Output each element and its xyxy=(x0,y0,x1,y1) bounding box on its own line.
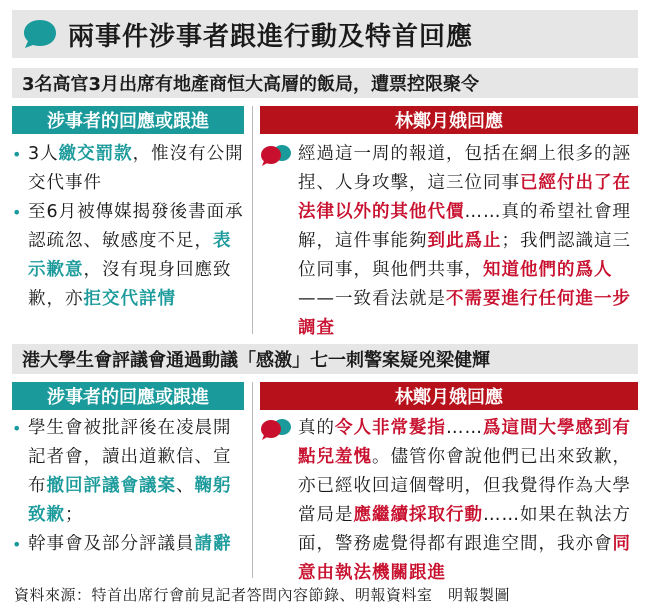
section1-responses xyxy=(12,140,244,314)
highlight-teal: 繳交罰款 xyxy=(58,144,133,164)
quote-bubbles-icon xyxy=(260,417,292,441)
section2-right-header: 林鄭月娥回應 xyxy=(260,382,638,410)
bullet-icon: • xyxy=(12,203,23,222)
text-segment: …… xyxy=(446,418,483,438)
column-divider xyxy=(252,106,253,334)
section2-quote xyxy=(260,414,638,588)
bullet-text xyxy=(28,198,244,314)
text-segment: ，惟沒有公開交代事件 xyxy=(28,144,244,193)
highlight-red: 已經付出了在法律以外的其他代價 xyxy=(298,173,631,222)
page-title: 兩事件涉事者跟進行動及特首回應 xyxy=(68,21,474,52)
text-segment: 至6月被傳媒揭發後書面承認疏忽、敏感度不足， xyxy=(28,202,244,251)
text-segment: 經過這一周的報道，包括在網上很多的誣捏、人身攻擊，這三位同事 xyxy=(298,144,631,193)
text-segment: 3人 xyxy=(28,144,59,164)
quote-bubbles-icon xyxy=(260,143,292,167)
highlight-teal: 表示歉意 xyxy=(28,231,232,280)
section2-left-header: 涉事者的回應或跟進 xyxy=(12,382,244,410)
text-segment: ……真的希望社會理解，這件事能夠 xyxy=(298,202,631,251)
bullet-text xyxy=(28,530,244,559)
list-item xyxy=(12,140,244,198)
quote-text xyxy=(298,140,638,343)
highlight-teal: 請辭 xyxy=(194,534,232,554)
title-bar xyxy=(12,10,638,58)
text-segment: 、 xyxy=(176,476,195,496)
text-segment: 。儘管你會說他們已出來致歉，亦已經收回這個聲明，但我覺得作為大學當局是 xyxy=(298,447,631,525)
highlight-teal: 拒交代詳情 xyxy=(83,289,176,309)
highlight-teal: 鞠躬致歉 xyxy=(28,476,232,525)
section1-quote xyxy=(260,140,638,343)
source-credit: 資料來源：特首出席行會前見記者答問內容節錄、明報資料室 明報製圖 xyxy=(14,586,511,604)
highlight-red: 知道他們的爲人 xyxy=(483,260,613,280)
section2-heading: 港大學生會評議會通過動議「感激」七一刺警案疑兇梁健輝 xyxy=(12,344,638,374)
text-segment: ； xyxy=(65,505,84,525)
highlight-red: 到此爲止 xyxy=(427,231,502,251)
highlight-red: 應繼續採取行動 xyxy=(353,505,483,525)
section1-right-header: 林鄭月娥回應 xyxy=(260,106,638,134)
list-item xyxy=(12,530,244,559)
speech-bubble-icon xyxy=(22,18,58,50)
section1-left-header: 涉事者的回應或跟進 xyxy=(12,106,244,134)
column-divider xyxy=(252,382,253,578)
bullet-icon: • xyxy=(12,535,23,554)
bullet-icon: • xyxy=(12,419,23,438)
highlight-red: 爲這間大學感到有點兒羞愧 xyxy=(298,418,631,467)
text-segment: ……如果在執法方面，警務處覺得都有跟進空間，我亦會 xyxy=(298,505,631,554)
highlight-red: 不需要進行任何進一步調查 xyxy=(298,289,631,338)
list-item xyxy=(12,198,244,314)
text-segment: 幹事會及部分評議員 xyxy=(28,534,195,554)
text-segment: ；我們認識這三位同事，與他們共事， xyxy=(298,231,631,280)
quote-text xyxy=(298,414,638,588)
text-segment: ——一致看法就是 xyxy=(298,289,446,309)
section2-responses xyxy=(12,414,244,559)
bullet-text xyxy=(28,414,244,530)
bullet-icon: • xyxy=(12,145,23,164)
text-segment: 學生會被批評後在凌晨開記者會，讀出道歉信、宣布 xyxy=(28,418,232,496)
highlight-red: 令人非常髮指 xyxy=(335,418,446,438)
text-segment: ，沒有現身回應致歉，亦 xyxy=(28,260,232,309)
text-segment: 真的 xyxy=(298,418,335,438)
list-item xyxy=(12,414,244,530)
highlight-teal: 撤回評議會議案 xyxy=(46,476,176,496)
section1-heading: 3名高官3月出席有地產商恒大高層的飯局，遭票控限聚令 xyxy=(12,68,638,98)
bullet-text xyxy=(28,140,244,198)
highlight-red: 同意由執法機關跟進 xyxy=(298,534,631,583)
